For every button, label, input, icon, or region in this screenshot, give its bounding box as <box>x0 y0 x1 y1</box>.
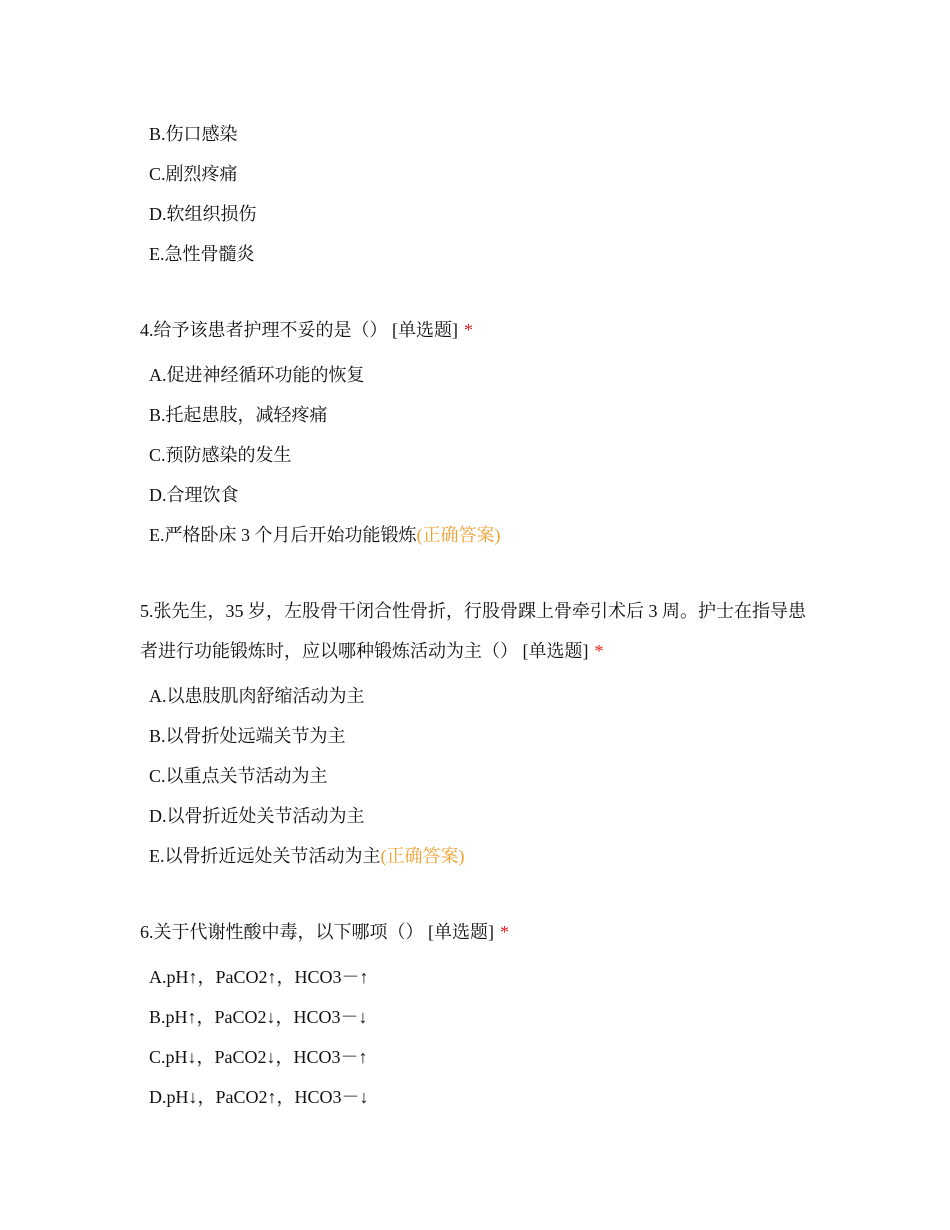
q4-option-b[interactable] <box>140 395 820 435</box>
option-label: B.伤口感染 <box>149 124 238 144</box>
option-label: A.以患肢肌肉舒缩活动为主 <box>149 686 365 706</box>
q4-question <box>140 310 820 350</box>
option-label: D.以骨折近处关节活动为主 <box>149 806 365 826</box>
q4-option-d[interactable] <box>140 475 820 515</box>
q4-options <box>140 355 820 555</box>
option-label: B.以骨折处远端关节为主 <box>149 726 346 746</box>
required-mark: * <box>464 320 473 340</box>
q4-text: 4.给予该患者护理不妥的是（） [单选题] <box>140 320 458 340</box>
q4-option-e[interactable] <box>140 515 820 555</box>
option-label: C.剧烈疼痛 <box>149 164 238 184</box>
q5-option-d[interactable] <box>140 796 820 836</box>
q6-option-b[interactable] <box>140 997 820 1037</box>
correct-answer-tag: (正确答案) <box>416 525 501 545</box>
option-label: E.严格卧床 3 个月后开始功能锻炼 <box>149 525 417 545</box>
q5-option-e[interactable] <box>140 836 820 876</box>
q5-options <box>140 676 820 876</box>
option-label: C.pH↓，PaCO2↓，HCO3－↑ <box>149 1047 368 1067</box>
option-label: C.预防感染的发生 <box>149 445 292 465</box>
option-label: D.pH↓，PaCO2↑，HCO3－↓ <box>149 1087 369 1107</box>
q5-text: 5.张先生，35 岁，左股骨干闭合性骨折，行股骨踝上骨牵引术后 3 周。护士在指导患者进行功能锻炼时，应以哪种锻炼活动为主（） [单选题] <box>140 601 806 661</box>
option-label: A.pH↑，PaCO2↑，HCO3－↑ <box>149 967 369 987</box>
q4-option-c[interactable] <box>140 435 820 475</box>
option-label: A.促进神经循环功能的恢复 <box>149 365 365 385</box>
q6-text: 6.关于代谢性酸中毒，以下哪项（） [单选题] <box>140 922 494 942</box>
exam-document <box>140 114 820 1117</box>
q3-option-e[interactable] <box>140 234 820 274</box>
q5-option-a[interactable] <box>140 676 820 716</box>
q6-option-c[interactable] <box>140 1037 820 1077</box>
q5-option-c[interactable] <box>140 756 820 796</box>
option-label: C.以重点关节活动为主 <box>149 766 328 786</box>
required-mark: * <box>594 641 604 661</box>
q3-options <box>140 114 820 274</box>
q4-option-a[interactable] <box>140 355 820 395</box>
correct-answer-tag: (正确答案) <box>380 846 465 866</box>
q6-question <box>140 912 820 952</box>
option-label: E.以骨折近远处关节活动为主 <box>149 846 381 866</box>
q5-question <box>140 591 820 671</box>
q6-option-d[interactable] <box>140 1077 820 1117</box>
required-mark: * <box>500 922 509 942</box>
q6-options <box>140 957 820 1117</box>
option-label: D.合理饮食 <box>149 485 239 505</box>
option-label: E.急性骨髓炎 <box>149 244 255 264</box>
q3-option-b[interactable] <box>140 114 820 154</box>
option-label: B.pH↑，PaCO2↓，HCO3－↓ <box>149 1007 368 1027</box>
option-label: D.软组织损伤 <box>149 204 257 224</box>
q3-option-c[interactable] <box>140 154 820 194</box>
q6-option-a[interactable] <box>140 957 820 997</box>
q5-option-b[interactable] <box>140 716 820 756</box>
q3-option-d[interactable] <box>140 194 820 234</box>
option-label: B.托起患肢，减轻疼痛 <box>149 405 328 425</box>
